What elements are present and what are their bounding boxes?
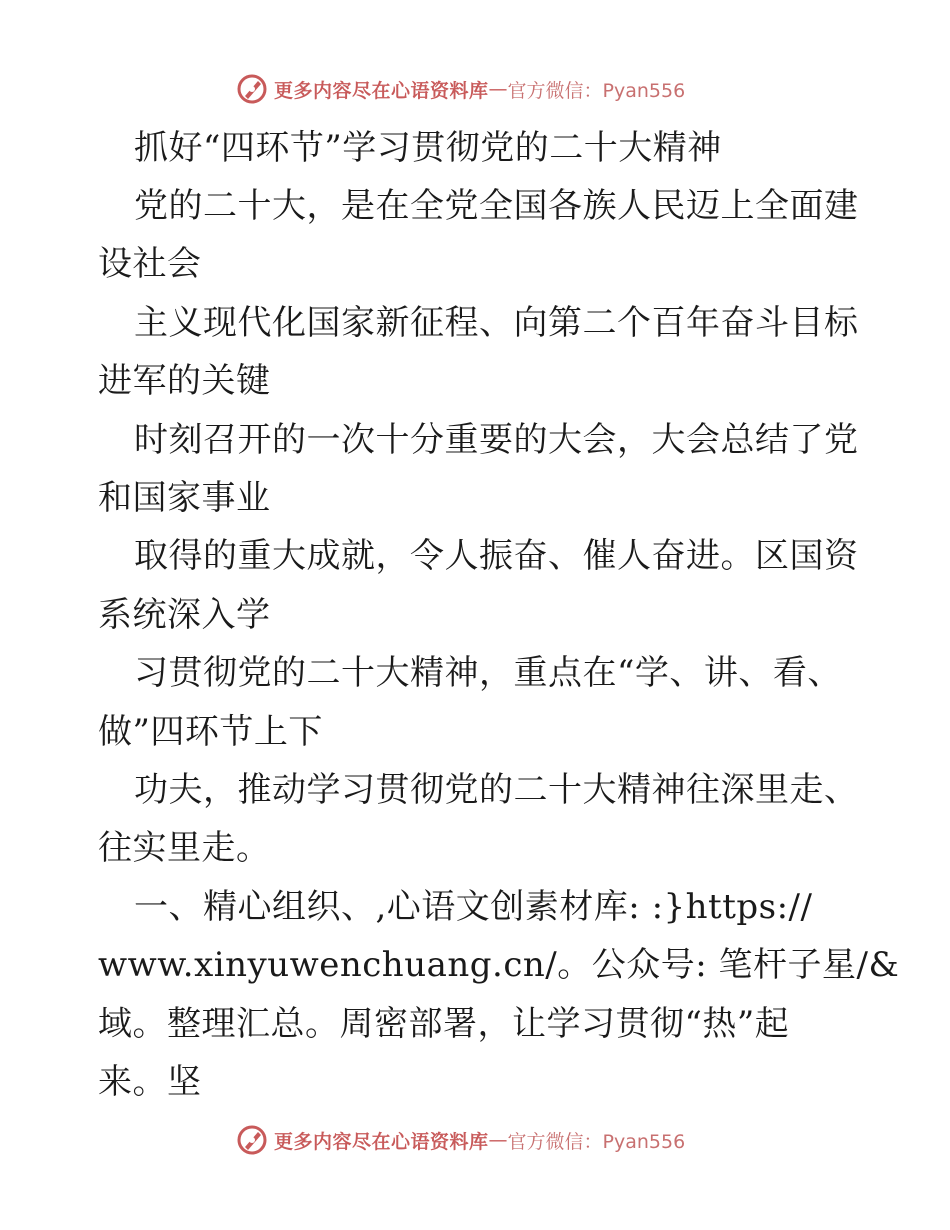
banner-brand: 更多内容尽在心语资料库 — [274, 79, 489, 102]
body-line: 来。坚 — [98, 1062, 202, 1102]
section-heading-line: 一、精心组织、,心语文创素材库: :}https:// — [134, 887, 813, 927]
banner-contact: 官方微信：Pyan556 — [507, 1130, 686, 1153]
pen-logo-icon — [236, 1124, 268, 1156]
document-title: 抓好“四环节”学习贯彻党的二十大精神 — [134, 128, 722, 168]
body-line: www.xinyuwenchuang.cn/。公众号: 笔杆子星/& — [98, 945, 900, 985]
body-line: 做”四环节上下 — [98, 712, 323, 752]
body-line: 域。整理汇总。周密部署，让学习贯彻“热”起 — [98, 1004, 790, 1044]
body-line: 系统深入学 — [98, 595, 271, 635]
body-line: 功夫，推动学习贯彻党的二十大精神往深里走、 — [134, 770, 859, 810]
footer-banner — [236, 1123, 685, 1157]
banner-separator: — — [488, 1129, 508, 1151]
body-line: 设社会 — [98, 244, 202, 284]
body-line: 党的二十大，是在全党全国各族人民迈上全面建 — [134, 186, 859, 226]
body-line: 主义现代化国家新征程、向第二个百年奋斗目标 — [134, 303, 859, 343]
banner-brand: 更多内容尽在心语资料库 — [274, 1130, 489, 1153]
header-banner — [236, 72, 685, 106]
body-line: 取得的重大成就，令人振奋、催人奋进。区国资 — [134, 536, 859, 576]
banner-separator: — — [488, 78, 508, 100]
body-line: 进军的关键 — [98, 361, 271, 401]
pen-logo-icon — [236, 73, 268, 105]
body-line: 往实里走。 — [98, 828, 271, 868]
body-line: 习贯彻党的二十大精神，重点在“学、讲、看、 — [134, 653, 842, 693]
body-line: 时刻召开的一次十分重要的大会，大会总结了党 — [134, 420, 859, 460]
banner-contact: 官方微信：Pyan556 — [507, 79, 686, 102]
body-line: 和国家事业 — [98, 478, 271, 518]
